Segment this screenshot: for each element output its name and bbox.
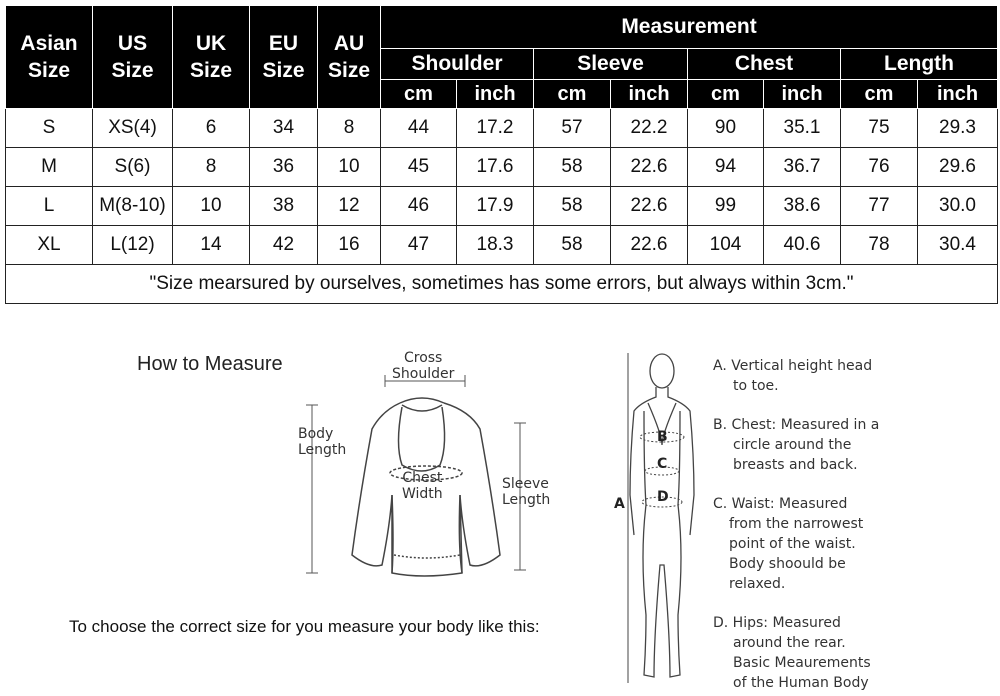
table-cell: S <box>6 109 93 148</box>
table-cell: 17.6 <box>457 148 534 187</box>
marker-c: C <box>657 456 668 472</box>
table-cell: 22.6 <box>611 187 688 226</box>
header-measurement: Measurement <box>381 6 998 49</box>
table-cell: 78 <box>841 226 918 265</box>
header-unit: cm <box>688 80 764 109</box>
body-length-label: Body Length <box>298 426 347 458</box>
table-cell: 6 <box>173 109 250 148</box>
table-cell: 44 <box>381 109 457 148</box>
table-cell: 8 <box>318 109 381 148</box>
table-cell: 57 <box>534 109 611 148</box>
table-cell: 76 <box>841 148 918 187</box>
header-unit: inch <box>918 80 998 109</box>
size-chart-table <box>5 5 998 304</box>
table-cell: 12 <box>318 187 381 226</box>
table-cell: 10 <box>318 148 381 187</box>
description-a: A. Vertical height head to toe. <box>713 358 873 394</box>
table-cell: 17.9 <box>457 187 534 226</box>
header-eu-size: EU Size <box>250 6 318 109</box>
table-cell: 22.6 <box>611 148 688 187</box>
table-cell: 22.2 <box>611 109 688 148</box>
table-cell: 38 <box>250 187 318 226</box>
table-cell: 35.1 <box>764 109 841 148</box>
table-cell: 99 <box>688 187 764 226</box>
marker-b: B <box>657 429 668 445</box>
chest-width-label: Chest Width <box>402 470 443 502</box>
header-unit: cm <box>534 80 611 109</box>
header-unit: inch <box>764 80 841 109</box>
table-cell: 77 <box>841 187 918 226</box>
header-asian-size: Asian Size <box>6 6 93 109</box>
table-cell: 22.6 <box>611 226 688 265</box>
table-cell: M(8-10) <box>93 187 173 226</box>
table-cell: M <box>6 148 93 187</box>
table-cell: S(6) <box>93 148 173 187</box>
table-cell: 18.3 <box>457 226 534 265</box>
header-unit: cm <box>381 80 457 109</box>
header-uk-size: UK Size <box>173 6 250 109</box>
marker-a: A <box>614 496 625 512</box>
header-unit: inch <box>457 80 534 109</box>
table-cell: 10 <box>173 187 250 226</box>
header-chest: Chest <box>688 49 841 80</box>
table-cell: 40.6 <box>764 226 841 265</box>
choose-size-instruction: To choose the correct size for you measure your body like this: <box>69 617 540 636</box>
human-body-diagram <box>610 345 710 690</box>
description-b: B. Chest: Measured in a circle around the breasts and back. <box>713 417 880 473</box>
table-cell: 75 <box>841 109 918 148</box>
table-cell: 58 <box>534 187 611 226</box>
body-silhouette-icon <box>630 354 694 677</box>
header-length: Length <box>841 49 998 80</box>
table-cell: 58 <box>534 148 611 187</box>
table-cell: 36.7 <box>764 148 841 187</box>
table-cell: L <box>6 187 93 226</box>
table-cell: 30.0 <box>918 187 998 226</box>
table-cell: 90 <box>688 109 764 148</box>
header-unit: inch <box>611 80 688 109</box>
table-cell: XL <box>6 226 93 265</box>
table-cell: 46 <box>381 187 457 226</box>
header-unit: cm <box>841 80 918 109</box>
table-cell: 30.4 <box>918 226 998 265</box>
table-cell: 47 <box>381 226 457 265</box>
how-to-measure-title: How to Measure <box>137 353 283 375</box>
table-row <box>6 226 998 265</box>
table-cell: 94 <box>688 148 764 187</box>
header-au-size: AU Size <box>318 6 381 109</box>
table-cell: 29.3 <box>918 109 998 148</box>
header-us-size: US Size <box>93 6 173 109</box>
table-row <box>6 187 998 226</box>
table-cell: 34 <box>250 109 318 148</box>
table-cell: XS(4) <box>93 109 173 148</box>
sleeve-length-label: Sleeve Length <box>502 476 551 508</box>
table-cell: 17.2 <box>457 109 534 148</box>
table-cell: 38.6 <box>764 187 841 226</box>
marker-d: D <box>657 489 669 505</box>
description-c: C. Waist: Measured from the narrowest point of the waist. Body shoould be relaxed. <box>713 496 864 592</box>
table-cell: 14 <box>173 226 250 265</box>
table-row <box>6 109 998 148</box>
table-row <box>6 148 998 187</box>
measurement-note: "Size mearsured by ourselves, sometimes has some errors, but always within 3cm." <box>6 265 998 304</box>
table-cell: 36 <box>250 148 318 187</box>
table-cell: 29.6 <box>918 148 998 187</box>
cross-shoulder-label: Cross Shoulder <box>392 350 455 382</box>
description-d: D. Hips: Measured around the rear. Basic Meaurements of the Human Body <box>713 615 871 691</box>
header-sleeve: Sleeve <box>534 49 688 80</box>
table-cell: 104 <box>688 226 764 265</box>
table-cell: 58 <box>534 226 611 265</box>
table-cell: 16 <box>318 226 381 265</box>
table-cell: 8 <box>173 148 250 187</box>
table-cell: 45 <box>381 148 457 187</box>
table-cell: 42 <box>250 226 318 265</box>
header-shoulder: Shoulder <box>381 49 534 80</box>
table-cell: L(12) <box>93 226 173 265</box>
